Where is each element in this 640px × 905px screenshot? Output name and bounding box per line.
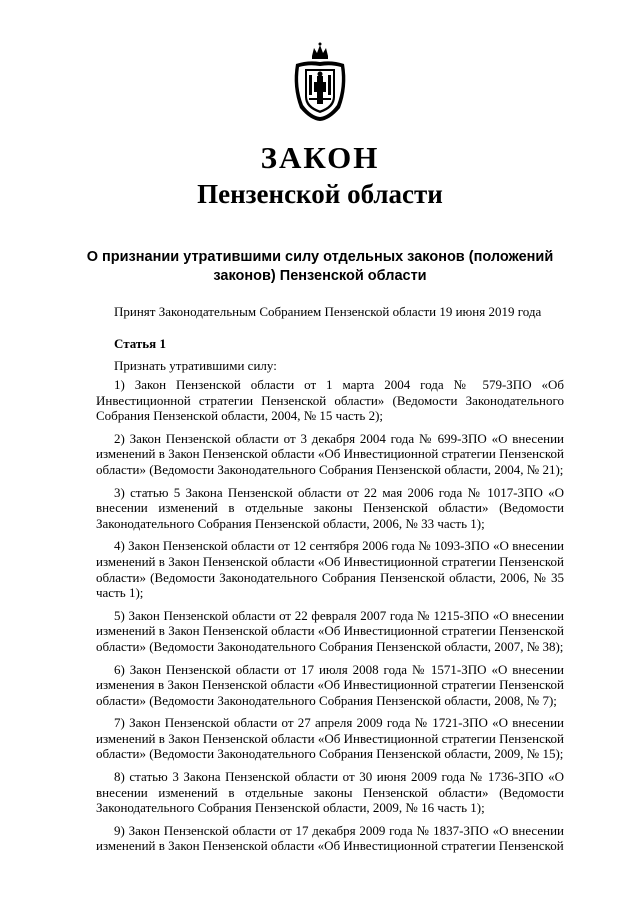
document-region: Пензенской области bbox=[197, 179, 443, 209]
repealed-laws-list bbox=[96, 377, 564, 861]
list-item: 6) Закон Пензенской области от 17 июля 2008 года № 1571-ЗПО «О внесении изменения в Закон Пензенской области «Об Инвестиционной стратегии Пензенской области» (Ведомости Законодательного Собрания Пензенской области, 2008, № 7); bbox=[96, 661, 564, 708]
article-intro: Признать утратившими силу: bbox=[114, 358, 277, 373]
list-item: 3) статью 5 Закона Пензенской области от 22 мая 2006 года № 1017-ЗПО «О внесении изменений в отдельные законы Пензенской области» (Ведомости Законодательного Собрания Пензенской области, 2006, № 33 часть 1); bbox=[96, 484, 564, 531]
coat-of-arms-emblem bbox=[290, 42, 350, 122]
document-title: ЗАКОН bbox=[260, 140, 380, 175]
list-item: 7) Закон Пензенской области от 27 апреля 2009 года № 1721-ЗПО «О внесении изменений в Закон Пензенской области «Об Инвестиционной стратегии Пензенской области» (Ведомости Законодательного Собрания Пензенской области, 2009, № 15); bbox=[96, 715, 564, 762]
list-item: 9) Закон Пензенской области от 17 декабря 2009 года № 1837-ЗПО «О внесении изменений в Закон Пензенской области «Об Инвестиционной стратегии Пензенской bbox=[96, 822, 564, 854]
list-item: 8) статью 3 Закона Пензенской области от 30 июня 2009 года № 1736-ЗПО «О внесении изменений в отдельные законы Пензенской области» (Ведомости Законодательного Собрания Пензенской области, 2009, № 16 часть 1); bbox=[96, 769, 564, 816]
list-item: 5) Закон Пензенской области от 22 февраля 2007 года № 1215-ЗПО «О внесении изменений в Закон Пензенской области «Об Инвестиционной стратегии Пензенской области» (Ведомости Законодательного Собрания Пензенской области, 2007, № 38); bbox=[96, 607, 564, 654]
list-item: 2) Закон Пензенской области от 3 декабря 2004 года № 699-ЗПО «О внесении изменений в Закон Пензенской области «Об Инвестиционной стратегии Пензенской области» (Ведомости Законодательного Собрания Пензенской области, 2004, № 21); bbox=[96, 430, 564, 477]
law-subject-heading: О признании утратившими силу отдельных законов (положений законов) Пензенской области bbox=[86, 249, 554, 284]
list-item: 4) Закон Пензенской области от 12 сентября 2006 года № 1093-ЗПО «О внесении изменений в Закон Пензенской области «Об Инвестиционной стратегии Пензенской области» (Ведомости Законодательного Собрания Пензенской области, 2006, № 35 часть 1); bbox=[96, 538, 564, 601]
article-heading: Статья 1 bbox=[114, 336, 166, 351]
list-item: 1) Закон Пензенской области от 1 марта 2004 года № 579-ЗПО «Об Инвестиционной стратегии Пензенской области» (Ведомости Законодательного Собрания Пензенской области, 2004, № 15 часть 2); bbox=[96, 377, 564, 424]
adoption-statement: Принят Законодательным Собранием Пензенской области 19 июня 2019 года bbox=[114, 304, 542, 319]
